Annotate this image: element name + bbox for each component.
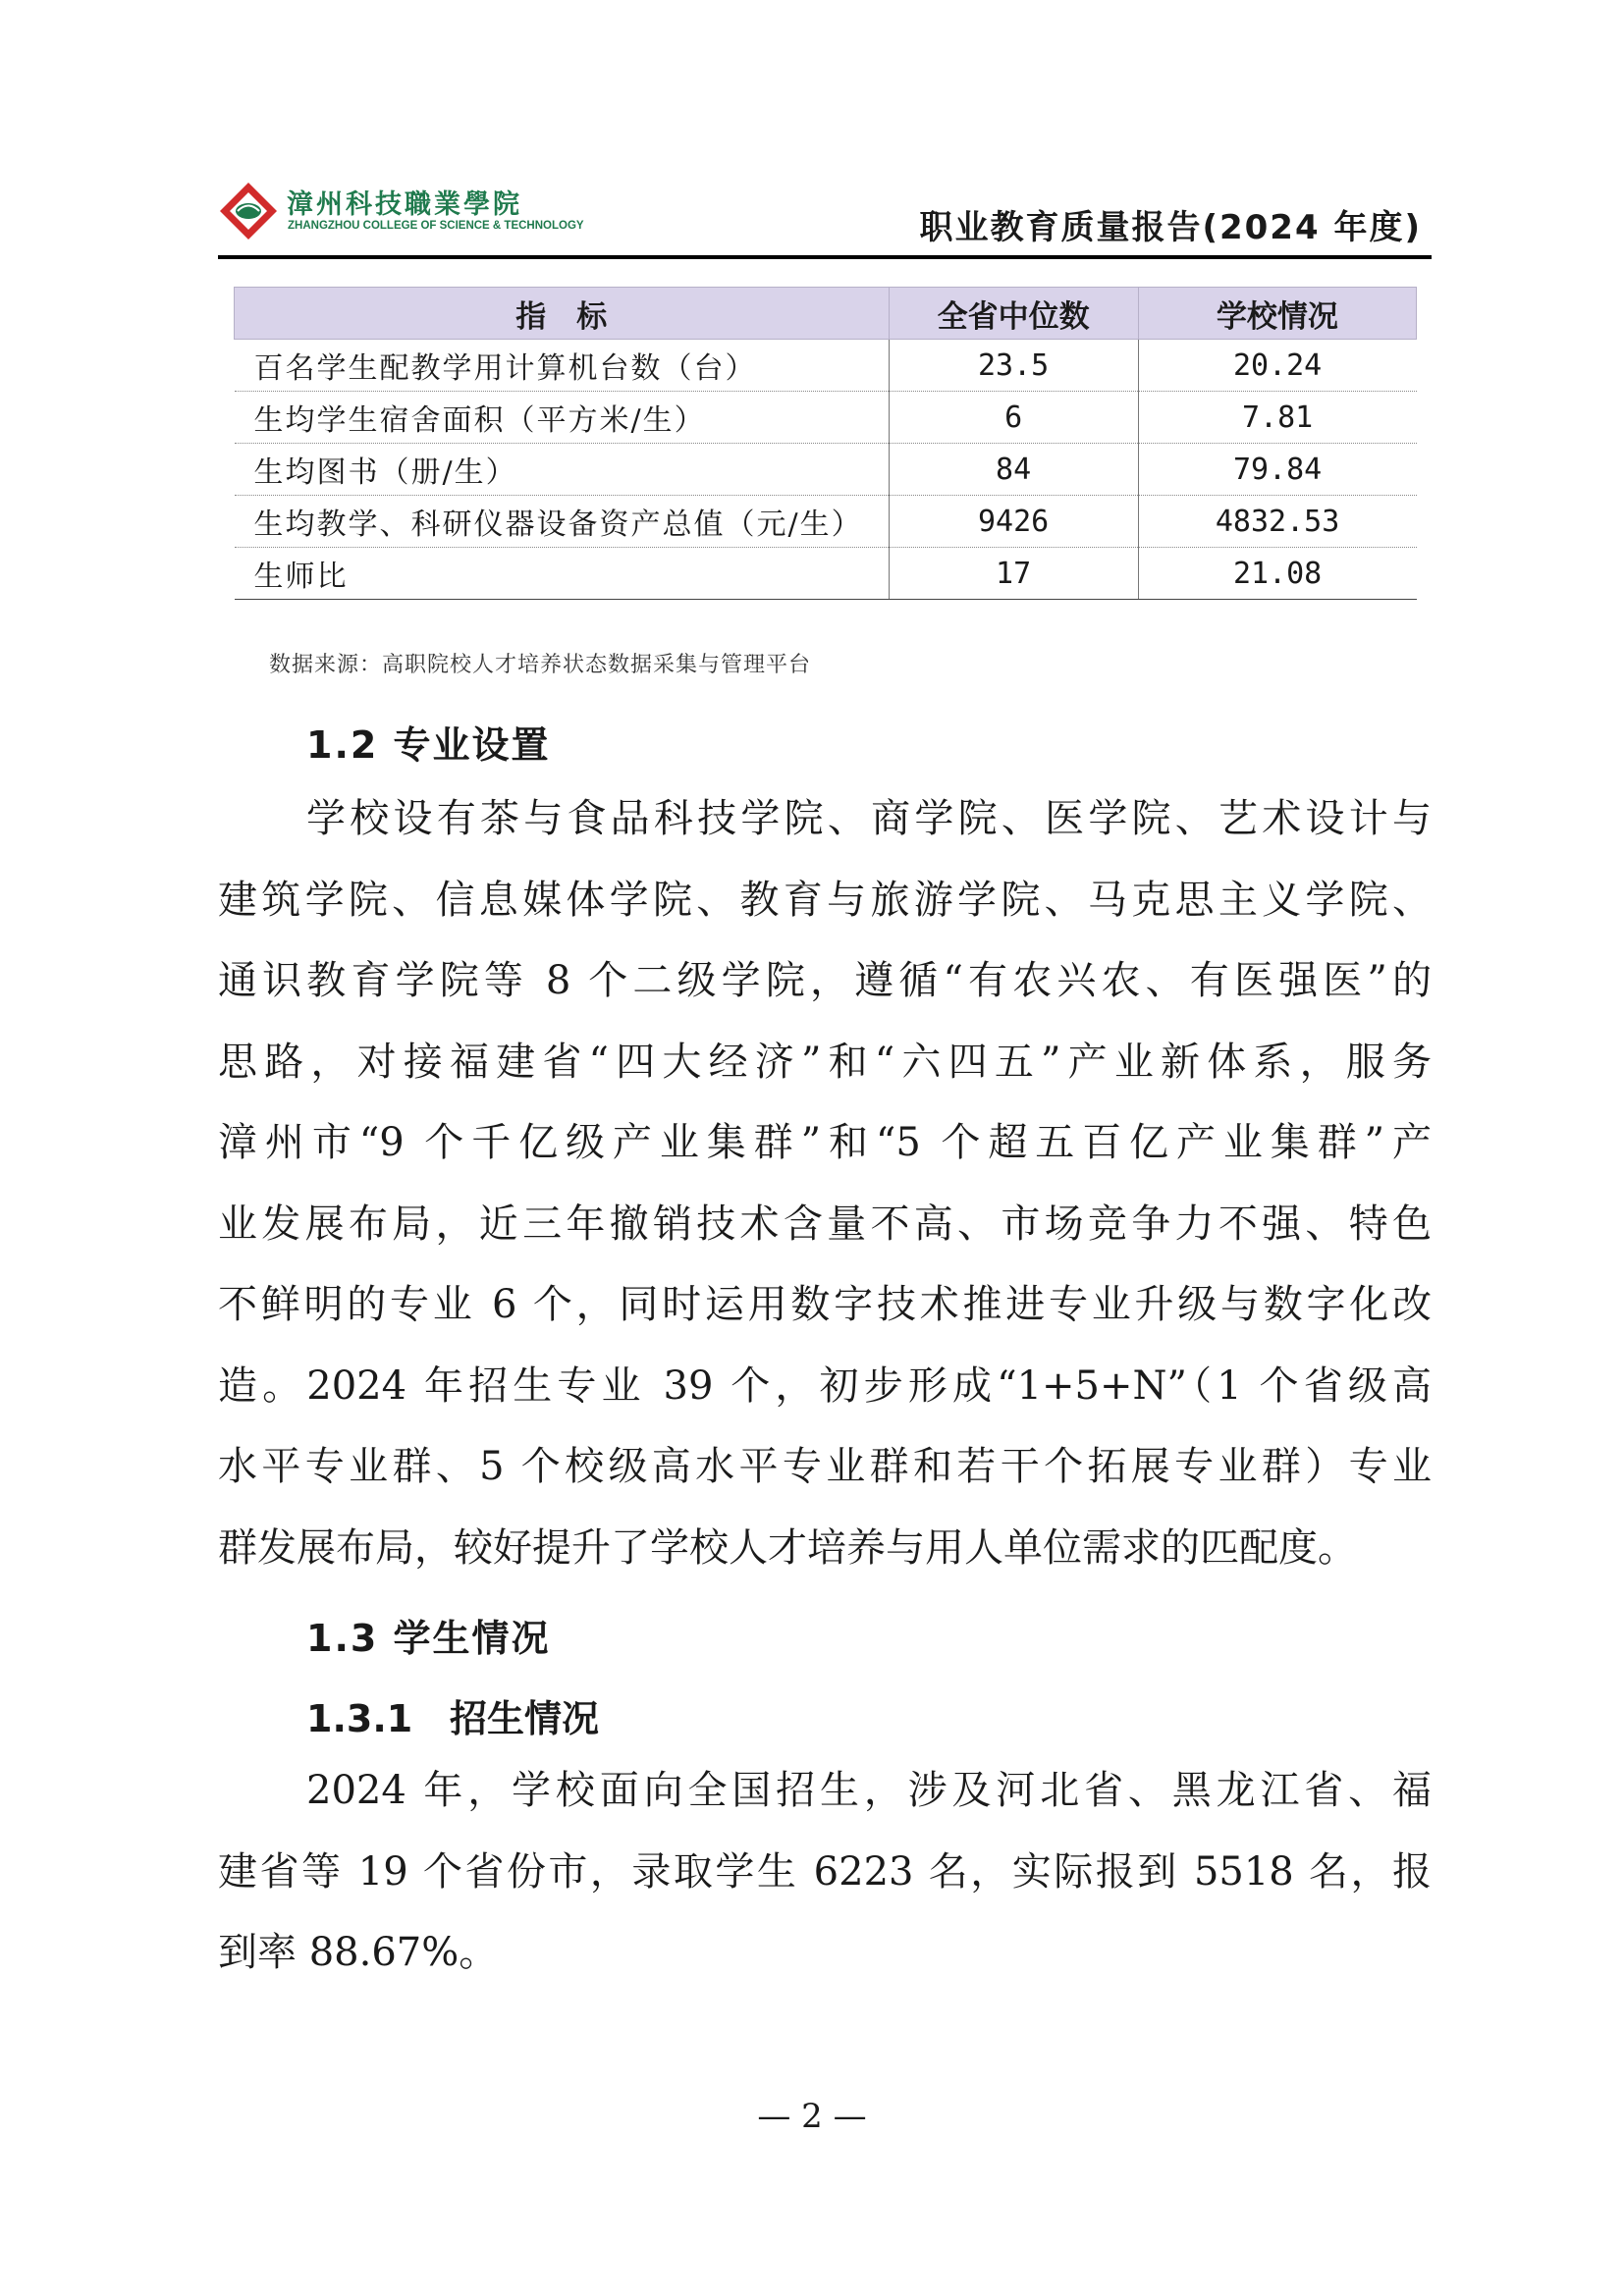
header-divider [218,255,1432,259]
school-value: 7.81 [1138,392,1416,444]
column-header-province-median: 全省中位数 [889,288,1138,340]
province-median-value: 9426 [889,496,1138,548]
college-logo [218,181,584,243]
indicator-name: 百名学生配教学用计算机台数（台） [235,340,890,392]
page-number: — 2 — [757,2097,867,2136]
subsection-title: 招生情况 [450,1697,600,1740]
subsection-heading-1-3-1 [306,1688,599,1742]
school-value: 4832.53 [1138,496,1416,548]
report-title: 职业教育质量报告(2024 年度) [919,208,1422,247]
paragraph-line: 学校设有茶与食品科技学院、商学院、医学院、艺术设计与 [306,796,1432,841]
school-value: 79.84 [1138,444,1416,496]
paragraph-line: 通识教育学院等 8 个二级学院，遵循“有农兴农、有医强医”的 [218,958,1432,1003]
paragraph-line: 2024 年，学校面向全国招生，涉及河北省、黑龙江省、福 [306,1768,1432,1813]
table-row [235,444,1417,496]
paragraph-line: 建省等 19 个省份市，录取学生 6223 名，实际报到 5518 名，报 [218,1848,1432,1895]
section-heading-1-3: 1.3 学生情况 [306,1617,551,1660]
paragraph-line: 群发展布局，较好提升了学校人才培养与用人单位需求的匹配度。 [218,1524,1357,1571]
college-emblem-icon [218,181,279,241]
section-heading-1-2: 1.2 专业设置 [306,723,551,767]
indicator-name: 生均图书（册/生） [235,444,890,496]
province-median-value: 84 [889,444,1138,496]
data-source-note: 数据来源：高职院校人才培养状态数据采集与管理平台 [269,653,812,677]
province-median-value: 23.5 [889,340,1138,392]
indicator-name: 生均学生宿舍面积（平方米/生） [235,392,890,444]
paragraph-line: 到率 88.67%。 [218,1930,499,1975]
column-header-school: 学校情况 [1138,288,1416,340]
paragraph-line: 造。2024 年招生专业 39 个，初步形成“1+5+N”（1 个省级高 [218,1362,1432,1409]
school-value: 20.24 [1138,340,1416,392]
school-value: 21.08 [1138,548,1416,600]
column-header-indicator: 指 标 [235,288,890,340]
table-row [235,340,1417,392]
subsection-number: 1.3.1 [306,1697,413,1740]
paragraph-line: 建筑学院、信息媒体学院、教育与旅游学院、马克思主义学院、 [218,877,1432,923]
province-median-value: 17 [889,548,1138,600]
table-row [235,392,1417,444]
logo-chinese-name: 漳州科技職業學院 [287,189,522,220]
section-1-3-1-paragraph [218,1750,1432,1994]
table-header-row [235,288,1417,340]
table-row [235,496,1417,548]
metrics-table [234,287,1417,600]
paragraph-line: 水平专业群、5 个校级高水平专业群和若干个拓展专业群）专业 [218,1444,1432,1489]
page-header [218,177,1430,257]
paragraph-line: 业发展布局，近三年撤销技术含量不高、市场竞争力不强、特色 [218,1201,1432,1247]
paragraph-line: 漳州市“9 个千亿级产业集群”和“5 个超五百亿产业集群”产 [218,1120,1432,1165]
paragraph-line: 不鲜明的专业 6 个，同时运用数字技术推进专业升级与数字化改 [218,1282,1432,1327]
paragraph-line: 思路，对接福建省“四大经济”和“六四五”产业新体系，服务 [218,1039,1432,1085]
indicator-name: 生均教学、科研仪器设备资产总值（元/生） [235,496,890,548]
province-median-value: 6 [889,392,1138,444]
logo-english-name: ZHANGZHOU COLLEGE OF SCIENCE & TECHNOLOGY [288,220,584,232]
indicator-name: 生师比 [235,548,890,600]
section-1-2-paragraph [218,778,1432,1588]
table-row [235,548,1417,600]
